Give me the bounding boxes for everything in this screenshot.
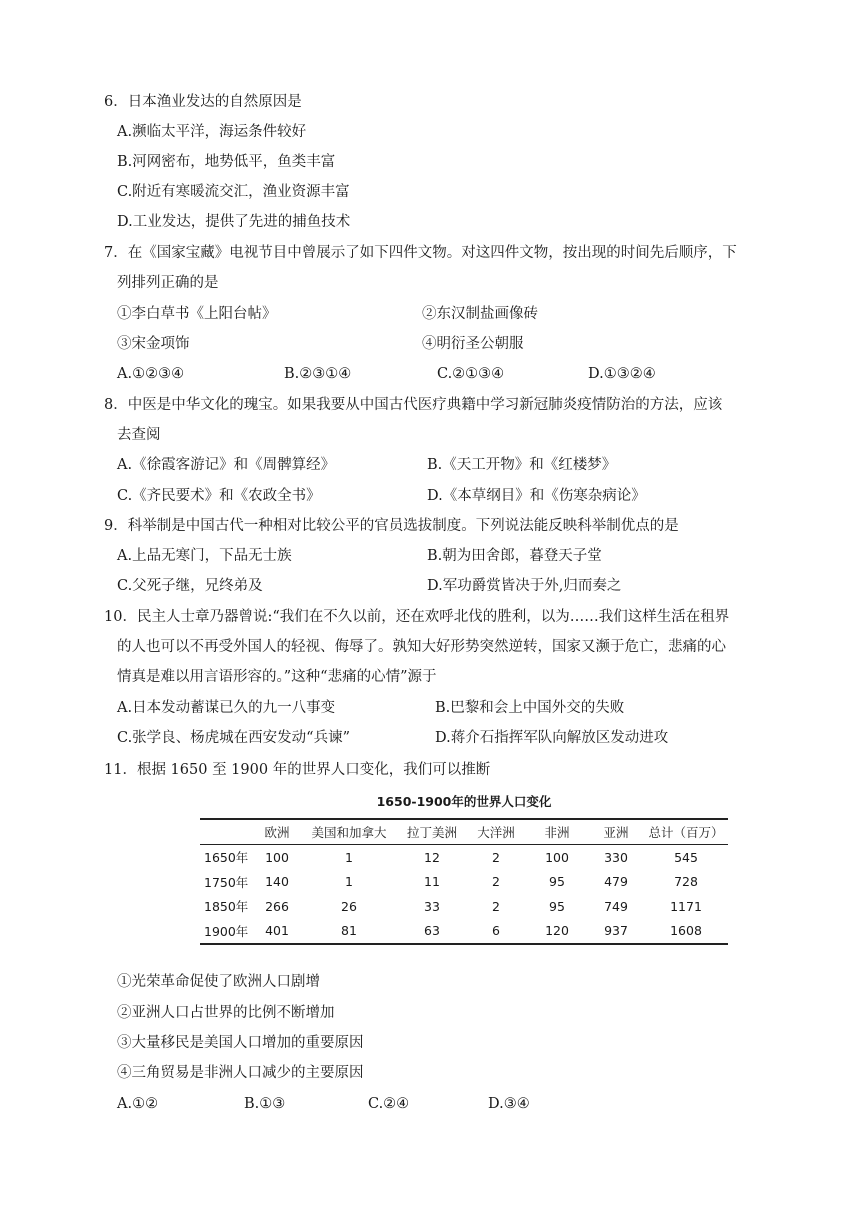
table-cell: 749 [604,898,628,914]
table-cell: 479 [604,874,628,890]
q9-option-d: D.军功爵赏皆决于外,归而奏之 [427,578,622,594]
table-cell: 1608 [670,923,702,939]
table-cell: 81 [341,923,357,939]
q6-option-d: D.工业发达，提供了先进的捕鱼技术 [117,214,351,230]
column-header: 拉丁美洲 [406,825,457,840]
q7-item-2: ②东汉制盐画像砖 [422,306,538,322]
column-header: 亚洲 [603,825,629,840]
q11-option-a: A.①② [117,1096,159,1112]
row-header: 1750年 [204,874,249,890]
table-cell: 1 [345,874,353,890]
table-cell: 95 [549,874,565,890]
table-cell: 937 [604,923,628,939]
table-cell: 6 [492,923,500,939]
table-cell: 120 [545,923,569,939]
table-cell: 11 [424,874,440,890]
table-cell: 330 [604,849,628,865]
column-header [200,819,254,845]
row-header: 1850年 [204,899,249,915]
q8-option-c: C.《齐民要术》和《农政全书》 [117,488,321,504]
q11-option-d: D.③④ [488,1096,530,1112]
q7-option-b: B.②③①④ [284,366,352,382]
q8-stem-line1: 8．中医是中华文化的瑰宝。如果我要从中国古代医疗典籍中学习新冠肺炎疫情防治的方法，应该 [104,397,723,413]
column-header: 大洋洲 [477,825,515,840]
q10-option-d: D.蒋介石指挥军队向解放区发动进攻 [435,730,669,746]
q11-statement-4: ④三角贸易是非洲人口减少的主要原因 [117,1065,364,1081]
q7-option-c: C.②①③④ [437,366,505,382]
column-header: 美国和加拿大 [311,825,387,840]
q9-option-c: C.父死子继，兄终弟及 [117,578,263,594]
q6-option-b: B.河网密布，地势低平，鱼类丰富 [117,154,336,170]
q11-stem: 11．根据 1650 至 1900 年的世界人口变化，我们可以推断 [104,762,491,778]
q8-option-b: B.《天工开物》和《红楼梦》 [427,457,617,473]
table-header-row [200,819,728,845]
q8-stem-line2: 去查阅 [117,427,161,443]
q8-option-a: A.《徐霞客游记》和《周髀算经》 [117,457,336,473]
q10-stem-line1: 10．民主人士章乃器曾说:“我们在不久以前，还在欢呼北伐的胜利，以为……我们这样生活在租界 [104,609,730,625]
q11-statement-2: ②亚洲人口占世界的比例不断增加 [117,1005,335,1021]
q9-option-a: A.上品无寒门，下品无士族 [117,548,292,564]
table-cell: 266 [265,898,289,914]
table-cell: 2 [492,849,500,865]
table-cell: 2 [492,874,500,890]
q6-stem: 6．日本渔业发达的自然原因是 [104,94,302,110]
table-row [200,870,728,895]
table-cell: 12 [424,849,440,865]
row-header: 1650年 [204,850,249,866]
table-cell: 2 [492,898,500,914]
q11-statement-1: ①光荣革命促使了欧洲人口剧增 [117,974,320,990]
table-cell: 63 [424,923,440,939]
q7-option-d: D.①③②④ [588,366,656,382]
table-title: 1650-1900年的世界人口变化 [376,794,552,809]
q8-option-d: D.《本草纲目》和《伤寒杂病论》 [427,488,646,504]
population-table [200,818,728,945]
q6-option-c: C.附近有寒暖流交汇，渔业资源丰富 [117,184,350,200]
table-row [200,919,728,945]
q9-option-b: B.朝为田舍郎，暮登天子堂 [427,548,602,564]
q10-option-c: C.张学良、杨虎城在西安发动“兵谏” [117,730,351,746]
q7-item-3: ③宋金项饰 [117,336,190,352]
table-cell: 26 [341,898,357,914]
row-header: 1900年 [204,923,249,939]
q9-stem: 9．科举制是中国古代一种相对比较公平的官员选拔制度。下列说法能反映科举制优点的是 [104,518,679,534]
q10-stem-line3: 情真是难以用言语形容的。”这种“悲痛的心情”源于 [117,669,437,685]
table-cell: 728 [674,874,698,890]
q7-stem-line2: 列排列正确的是 [117,275,219,291]
table-cell: 100 [265,849,289,865]
q7-item-1: ①李白草书《上阳台帖》 [117,306,277,322]
table-cell: 95 [549,898,565,914]
q6-option-a: A.濒临太平洋，海运条件较好 [117,124,307,140]
q7-stem-line1: 7．在《国家宝藏》电视节目中曾展示了如下四件文物。对这四件文物，按出现的时间先后顺序，下 [104,245,737,261]
table-cell: 33 [424,898,440,914]
q11-statement-3: ③大量移民是美国人口增加的重要原因 [117,1035,364,1051]
q11-option-b: B.①③ [244,1096,286,1112]
q11-option-c: C.②④ [368,1096,410,1112]
table-cell: 401 [265,923,289,939]
q7-option-a: A.①②③④ [117,366,185,382]
q7-item-4: ④明衍圣公朝服 [422,336,524,352]
table-cell: 545 [674,849,698,865]
q10-option-a: A.日本发动蓄谋已久的九一八事变 [117,700,336,716]
table-row [200,894,728,919]
column-header: 欧洲 [264,825,290,840]
table-row [200,845,728,870]
q10-option-b: B.巴黎和会上中国外交的失败 [435,700,625,716]
table-cell: 140 [265,874,289,890]
table-cell: 1 [345,849,353,865]
column-header: 总计（百万） [648,825,724,840]
table-cell: 1171 [670,898,702,914]
q10-stem-line2: 的人也可以不再受外国人的轻视、侮辱了。孰知大好形势突然逆转，国家又濒于危亡，悲痛的心 [117,639,726,655]
column-header: 非洲 [544,825,570,840]
table-cell: 100 [545,849,569,865]
